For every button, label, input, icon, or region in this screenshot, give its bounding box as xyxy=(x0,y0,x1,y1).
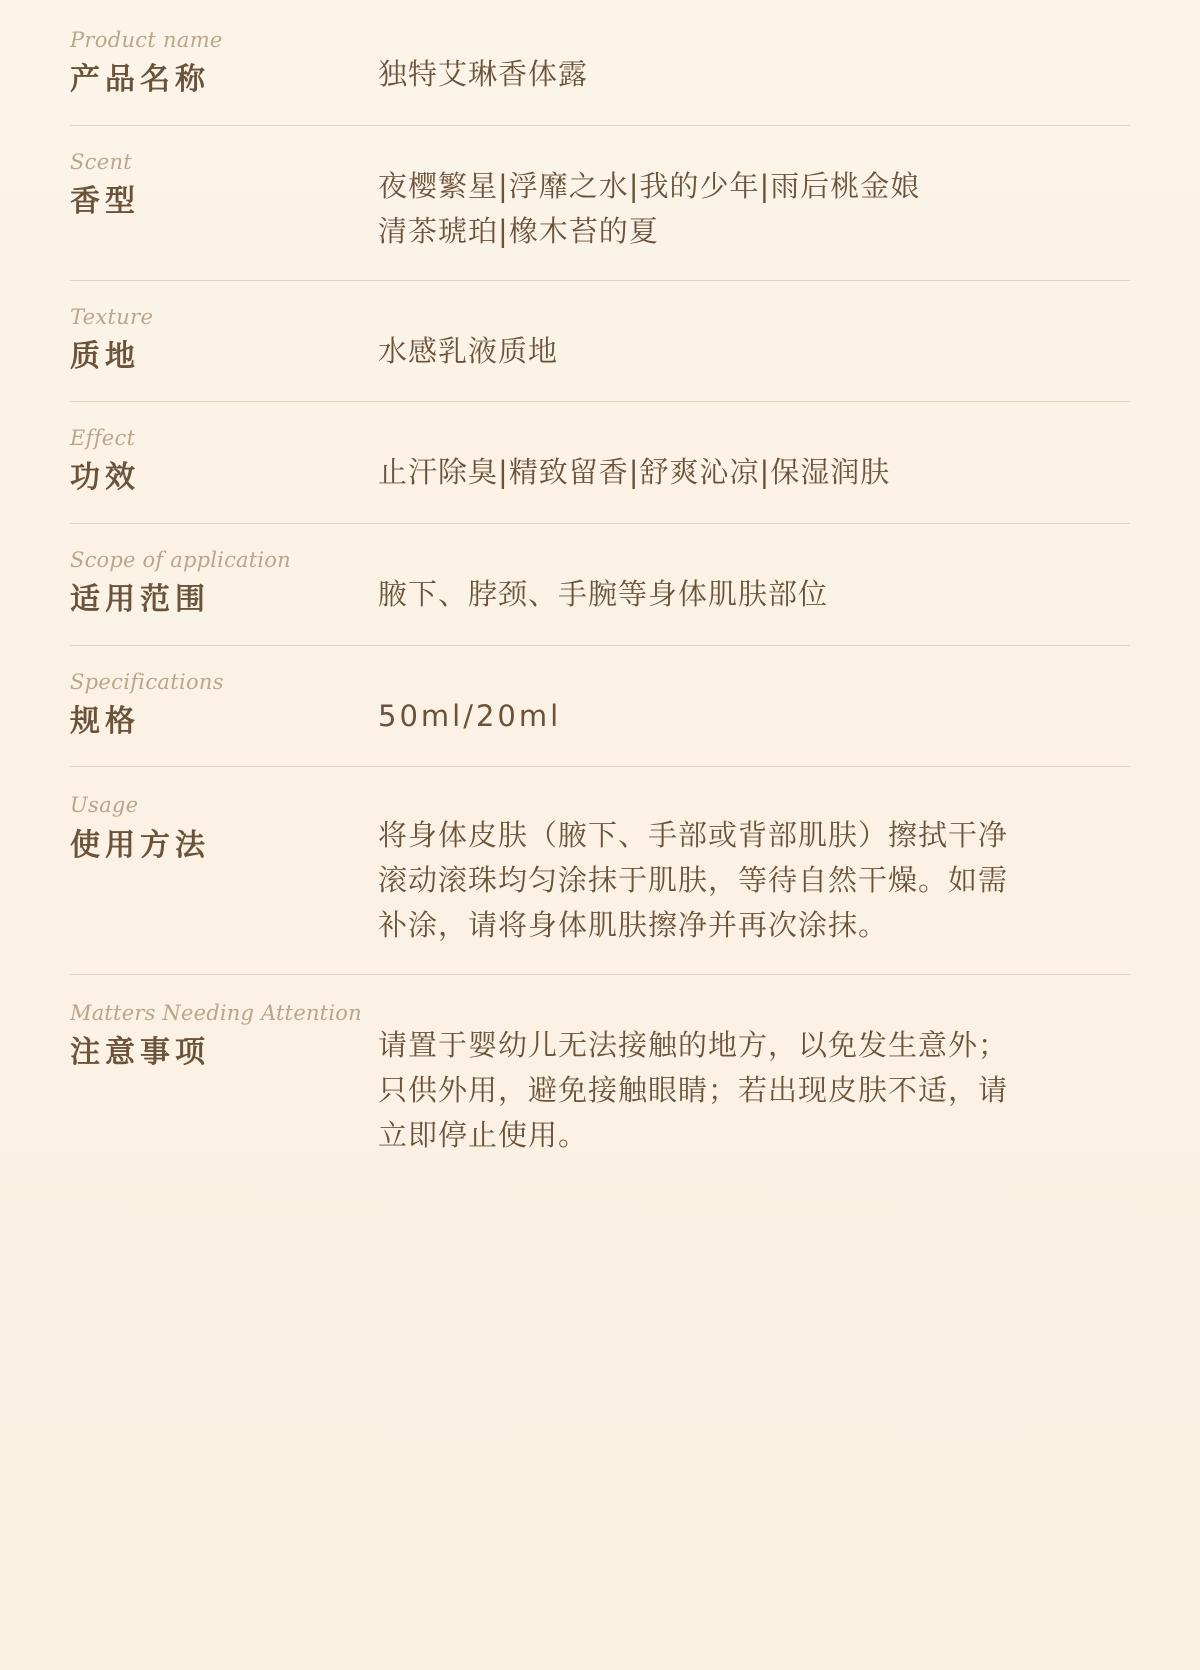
spec-value-line: 水感乳液质地 xyxy=(378,333,559,368)
spec-row-matters-needing-attention xyxy=(70,975,1130,1184)
spec-label-en: Scent xyxy=(70,149,133,174)
spec-label-en: Matters Needing Attention xyxy=(70,1001,362,1026)
spec-label-cn: 产品名称 xyxy=(70,62,210,98)
spec-row-specifications xyxy=(70,646,1130,768)
spec-value-line: 请置于婴幼儿无法接触的地方，以免发生意外； xyxy=(378,1028,1009,1063)
spec-value-line: 清茶琥珀|橡木苔的夏 xyxy=(378,213,659,248)
spec-value-effect xyxy=(370,424,1130,495)
spec-label-cn: 注意事项 xyxy=(70,1035,210,1071)
spec-row-product-name xyxy=(70,10,1130,126)
spec-value-line: 50ml/20ml xyxy=(378,698,562,733)
spec-value-usage xyxy=(370,789,1130,948)
spec-label-en: Usage xyxy=(70,793,139,818)
spec-value-product-name xyxy=(370,26,1130,97)
spec-label-cn: 适用范围 xyxy=(70,582,210,618)
spec-value-line: 腋下、脖颈、手腕等身体肌肤部位 xyxy=(378,576,829,611)
spec-label-cn: 规格 xyxy=(70,703,140,739)
spec-value-line: 立即停止使用。 xyxy=(378,1118,589,1152)
spec-row-effect xyxy=(70,402,1130,524)
spec-label-specifications xyxy=(70,668,370,741)
spec-value-line: 滚动滚珠均匀涂抹于肌肤，等待自然干燥。如需 xyxy=(378,863,1009,898)
spec-value-line: 只供外用，避免接触眼睛；若出现皮肤不适，请 xyxy=(378,1073,1009,1108)
spec-value-specifications xyxy=(370,668,1130,739)
spec-label-scope-of-application xyxy=(70,546,370,619)
spec-label-en: Effect xyxy=(70,426,136,451)
spec-value-line: 补涂，请将身体肌肤擦净并再次涂抹。 xyxy=(378,908,889,943)
spec-label-cn: 质地 xyxy=(70,338,140,374)
spec-row-texture xyxy=(70,281,1130,403)
spec-value-line: 夜樱繁星|浮靡之水|我的少年|雨后桃金娘 xyxy=(378,168,921,203)
spec-label-en: Product name xyxy=(70,28,223,52)
spec-label-en: Specifications xyxy=(70,669,224,694)
spec-row-scope-of-application xyxy=(70,524,1130,646)
spec-label-texture xyxy=(70,303,370,376)
spec-value-line: 将身体皮肤（腋下、手部或背部肌肤）擦拭干净 xyxy=(378,818,1009,853)
spec-value-line: 独特艾琳香体露 xyxy=(378,57,589,91)
spec-label-cn: 功效 xyxy=(70,460,140,496)
spec-label-en: Texture xyxy=(70,304,154,329)
spec-value-texture xyxy=(370,303,1130,374)
spec-label-en: Scope of application xyxy=(70,547,291,572)
spec-label-cn: 使用方法 xyxy=(70,827,210,863)
spec-label-scent xyxy=(70,148,370,221)
spec-value-scope-of-application xyxy=(370,546,1130,617)
spec-label-usage xyxy=(70,789,370,864)
spec-label-matters-needing-attention xyxy=(70,997,370,1072)
spec-label-product-name xyxy=(70,26,370,99)
spec-label-effect xyxy=(70,424,370,497)
spec-value-line: 止汗除臭|精致留香|舒爽沁凉|保湿润肤 xyxy=(378,455,891,490)
spec-row-scent xyxy=(70,126,1130,281)
spec-row-usage xyxy=(70,767,1130,975)
spec-value-matters-needing-attention xyxy=(370,997,1130,1158)
spec-value-scent xyxy=(370,148,1130,254)
spec-label-cn: 香型 xyxy=(70,183,140,219)
